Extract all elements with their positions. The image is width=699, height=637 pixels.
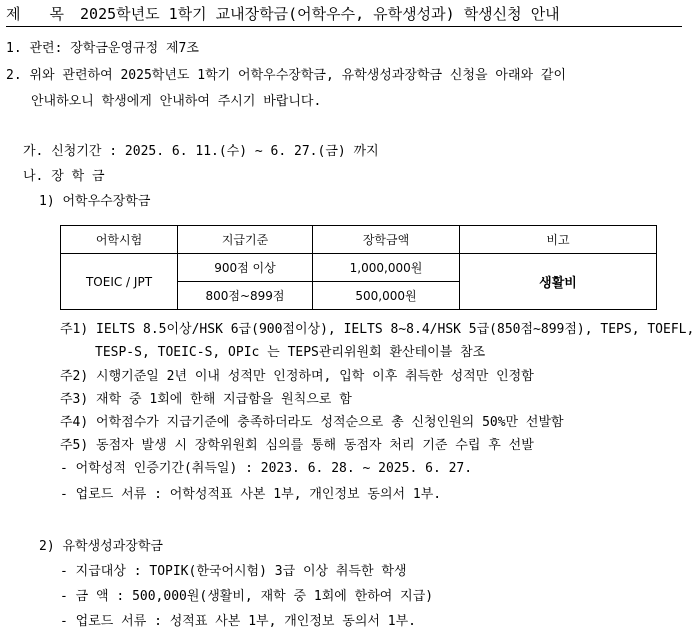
footnote-1b: TESP-S, TOEIC-S, OPIc 는 TEPS관리위원회 환산테이블 참조 [95, 345, 486, 360]
criterion-cell: 800점~899점 [178, 282, 313, 310]
document-title [6, 2, 682, 27]
language-scholarship-table [60, 225, 657, 310]
intl-eligibility: - 지급대상 : TOPIK(한국어시험) 3급 이상 취득한 학생 [60, 564, 407, 579]
intro-line-1: 2. 위와 관련하여 2025학년도 1학기 어학우수장학금, 유학생성과장학금 신청을 아래와 같이 [6, 68, 567, 83]
title-text: 2025학년도 1학기 교내장학금(어학우수, 유학생성과) 학생신청 안내 [80, 5, 560, 23]
footnote-2: 주2) 시행기준일 2년 이내 성적만 인정하며, 입학 이후 취득한 성적만 인정함 [60, 369, 534, 384]
application-period: 가. 신청기간 : 2025. 6. 11.(수) ~ 6. 27.(금) 까지 [23, 144, 379, 159]
table-header-row [61, 226, 657, 254]
note-cell: 생활비 [460, 254, 657, 310]
certification-period: - 어학성적 인증기간(취득일) : 2023. 6. 28. ~ 2025. 6. 27. [60, 461, 473, 476]
language-upload-docs: - 업로드 서류 : 어학성적표 사본 1부, 개인정보 동의서 1부. [60, 487, 442, 502]
intl-upload-docs: - 업로드 서류 : 성적표 사본 1부, 개인정보 동의서 1부. [60, 614, 417, 629]
table-header: 어학시험 [61, 226, 178, 254]
related-regulation: 1. 관련: 장학금운영규정 제7조 [6, 41, 199, 56]
footnote-3: 주3) 재학 중 1회에 한해 지급함을 원칙으로 함 [60, 392, 352, 407]
intl-amount: - 금 액 : 500,000원(생활비, 재학 중 1회에 한하여 지급) [60, 589, 434, 604]
table-row [61, 254, 657, 282]
language-scholarship-heading: 1) 어학우수장학금 [39, 194, 151, 209]
footnote-5: 주5) 동점자 발생 시 장학위원회 심의를 통해 동점자 처리 기준 수립 후 선발 [60, 438, 534, 453]
criterion-cell: 900점 이상 [178, 254, 313, 282]
amount-cell: 500,000원 [313, 282, 460, 310]
table-header: 비고 [460, 226, 657, 254]
scholarship-heading: 나. 장 학 금 [23, 169, 105, 184]
intl-scholarship-heading: 2) 유학생성과장학금 [39, 539, 163, 554]
table-header: 지급기준 [178, 226, 313, 254]
footnote-4: 주4) 어학점수가 지급기준에 충족하더라도 성적순으로 총 신청인원의 50%만 선발함 [60, 415, 564, 430]
exam-cell: TOEIC / JPT [61, 254, 178, 310]
table-header: 장학금액 [313, 226, 460, 254]
amount-cell: 1,000,000원 [313, 254, 460, 282]
title-label: 제 목 [6, 5, 75, 23]
footnote-1a: 주1) IELTS 8.5이상/HSK 6급(900점이상), IELTS 8~8.4/HSK 5급(850점~899점), TEPS, TOEFL, [60, 322, 695, 337]
intro-line-2: 안내하오니 학생에게 안내하여 주시기 바랍니다. [31, 94, 322, 109]
